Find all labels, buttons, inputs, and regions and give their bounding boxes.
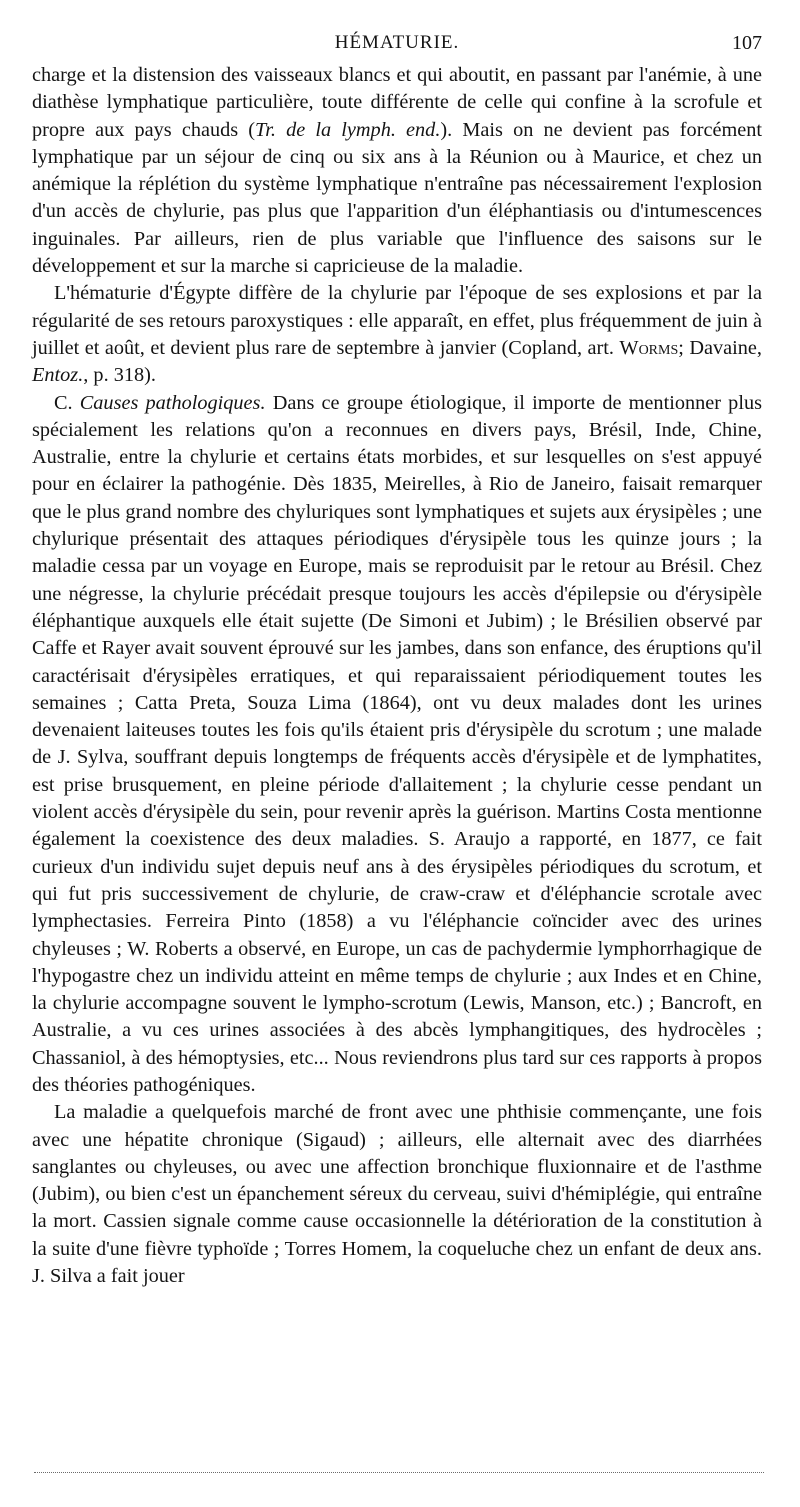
paragraph-egypt-hematuria (32, 280, 762, 389)
page-number: 107 (732, 32, 762, 54)
text-run: charge et la distension des vaisseaux blancs et qui aboutit, en passant par l'anémie, à une diathèse lymphatique particulière, toute différente de celle qui confine à la scrofule et propre aux pays chauds ( (32, 64, 762, 141)
text-run: L'hématurie d'Égypte diffère de la chylurie par l'époque de ses explosions et par la régularité de ses retours paroxystiques : elle apparaît, en effet, plus fréquemment de juin à juillet et août, et devient plus rare de septembre à janvier (Copland, art. (32, 282, 762, 359)
paragraph-continuation (32, 62, 762, 280)
section-heading: Causes pathologiques. (79, 391, 266, 414)
small-caps-reference: Worms (619, 336, 679, 359)
running-head (32, 32, 762, 58)
italic-reference: Entoz. (32, 364, 84, 387)
section-letter: C. (54, 391, 80, 414)
text-run: ). Mais on ne devient pas forcément lymphatique par un séjour de cinq ou six ans à la Réunion ou à Maurice, et chez un anémique la réplétion du système lymphatique n'entraîne pas nécessairement l'explosion d'un accès de chylurie, pas plus que l'apparition d'un éléphantiasis ou d'intumescences inguinales. Par ailleurs, rien de plus variable que l'influence des saisons sur le développement et sur la marche si capricieuse de la maladie. (32, 118, 763, 278)
text-run: La maladie a quelquefois marché de front avec une phthisie commençante, une fois avec une hépatite chronique (Sigaud) ; ailleurs, elle alternait avec des diarrhées sanglantes ou chyleuses, ou avec une affection bronchique fluxionnaire et de l'asthme (Jubim), ou bien c'est un épanchement séreux du cerveau, suivi d'hémiplégie, qui entraîne la mort. Cassien signale comme cause occasionnelle la détérioration de la constitution à la suite d'une fièvre typhoïde ; Torres Homem, la coqueluche chez un enfant de deux ans. J. Silva a fait jouer (32, 1101, 762, 1288)
footer-dotted-rule (34, 1472, 764, 1473)
italic-reference: Tr. de la lymph. end. (255, 118, 441, 141)
paragraph-associated-diseases (32, 1099, 762, 1290)
text-run: Dans ce groupe étiologique, il importe de mentionner plus spécialement les relations qu'on a reconnues en divers pays, Brésil, Inde, Chine, Australie, entre la chylurie et certains états morbides, et sur lesquelles on s'est appuyé pour en éclairer la pathogénie. Dès 1835, Meirelles, à Rio de Janeiro, faisait remarquer que le plus grand nombre des chyluriques sont lymphatiques et sujets aux érysipèles ; une chylurique présentait des attaques périodiques d'érysipèle tous les quinze jours ; la maladie cessa par un voyage en Europe, mais se reproduisit par le retour au Brésil. Chez une négresse, la chylurie précédait presque toujours les accès d'épilepsie ou d'érysipèle éléphantique auxquels elle était sujette (De Simoni et Jubim) ; le Brésilien observé par Caffe et Rayer avait souvent éprouvé sur les jambes, dans son enfance, des éruptions qu'il caractérisait d'érysipèles erratiques, et qui reparaissaient périodiquement toutes les semaines ; Catta Preta, Souza Lima (1864), ont vu deux malades dont les urines devenaient laiteuses toutes les fois qu'ils étaient pris d'érysipèle du scrotum ; une malade de J. Sylva, souffrant depuis longtemps de fréquents accès d'érysipèle et de lymphatites, est prise brusquement, en pleine période d'allaitement ; la chylurie cesse pendant un violent accès d'érysipèle du sein, pour revenir après la guérison. Martins Costa mentionne également la coexistence des deux maladies. S. Araujo a rapporté, en 1877, ce fait curieux d'un individu sujet depuis neuf ans à des érysipèles périodiques du scrotum, et qui fut pris successivement de chylurie, de craw-craw et d'éléphancie scrotale avec lymphectasies. Ferreira Pinto (1858) a vu l'éléphancie coïncider avec des urines chyleuses ; W. Roberts a observé, en Europe, un cas de pachydermie lymphorrhagique de l'hypogastre chez un individu atteint en même temps de chylurie ; aux Indes et en Chine, la chylurie accompagne souvent le lympho-scrotum (Lewis, Manson, etc.) ; Bancroft, en Australie, a vu ces urines associées à des abcès lymphangitiques, des hydrocèles ; Chassaniol, à des hémoptysies, etc... Nous reviendrons plus tard sur ces rapports à propos des théories pathogéniques. (32, 391, 762, 1096)
text-run: , p. 318). (83, 364, 156, 387)
text-run: ; Davaine, (678, 336, 762, 359)
running-title: HÉMATURIE. (334, 32, 460, 53)
page-body (32, 62, 762, 1290)
paragraph-causes-pathologiques (32, 390, 762, 1100)
